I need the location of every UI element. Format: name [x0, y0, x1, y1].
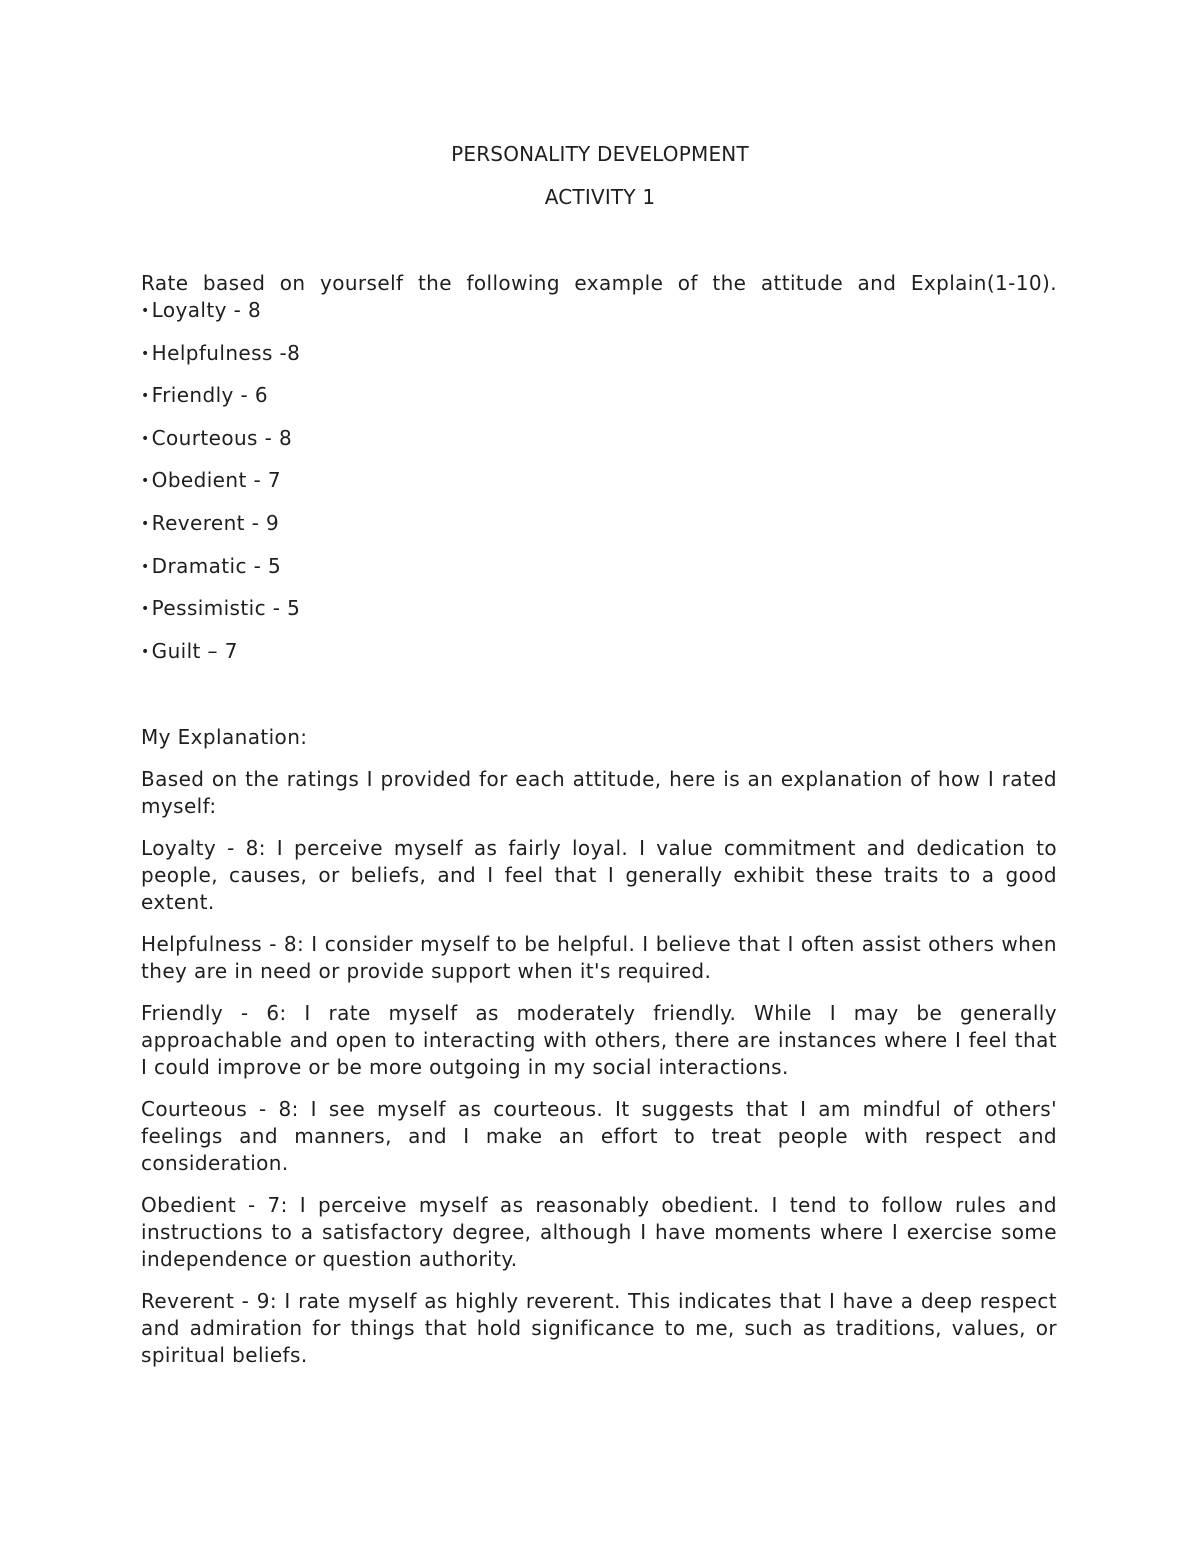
- bullet-icon: •: [141, 558, 150, 575]
- bullet-icon: •: [141, 473, 150, 490]
- rating-text: Helpfulness -8: [151, 340, 301, 365]
- rating-text: Courteous - 8: [151, 425, 293, 450]
- explanation-section: [141, 724, 1057, 1384]
- bullet-icon: •: [141, 601, 150, 618]
- bullet-icon: •: [141, 345, 150, 362]
- explanation-paragraph: Obedient - 7: I perceive myself as reasonably obedient. I tend to follow rules and instructions to a satisfactory degree, although I have moments where I exercise some independence or question authority.: [141, 1193, 1057, 1271]
- bullet-icon: •: [141, 643, 150, 660]
- rating-item: [141, 553, 300, 596]
- instruction-text: Rate based on yourself the following example of the attitude and Explain(1-10).: [141, 271, 1057, 295]
- bullet-icon: •: [141, 515, 150, 532]
- document-subtitle: ACTIVITY 1: [544, 185, 656, 209]
- rating-text: Reverent - 9: [151, 510, 280, 535]
- explanation-paragraph: Friendly - 6: I rate myself as moderately friendly. While I may be generally approachable and open to interacting with others, there are instances where I feel that I could improve or be more outgoing in my social interactions.: [141, 1001, 1057, 1079]
- rating-item: [141, 340, 300, 383]
- rating-text: Friendly - 6: [151, 383, 269, 408]
- bullet-icon: •: [141, 303, 150, 319]
- rating-text: Pessimistic - 5: [151, 596, 301, 621]
- rating-item: [141, 425, 300, 468]
- explanation-paragraph: Helpfulness - 8: I consider myself to be helpful. I believe that I often assist others when they are in need or provide support when it's required.: [141, 932, 1057, 983]
- rating-text: Loyalty - 8: [151, 298, 262, 322]
- explanation-heading: My Explanation:: [141, 725, 308, 749]
- ratings-list: [141, 297, 300, 680]
- rating-item: [141, 382, 300, 425]
- bullet-icon: •: [141, 388, 150, 405]
- explanation-paragraph: Loyalty - 8: I perceive myself as fairly loyal. I value commitment and dedication to people, causes, or beliefs, and I feel that I generally exhibit these traits to a good extent.: [141, 836, 1057, 914]
- rating-item: [141, 638, 300, 681]
- rating-item: [141, 467, 300, 510]
- explanation-paragraph: Reverent - 9: I rate myself as highly reverent. This indicates that I have a deep respect and admiration for things that hold significance to me, such as traditions, values, or spiritual beliefs.: [141, 1289, 1057, 1367]
- rating-item: [141, 297, 300, 340]
- rating-item: [141, 510, 300, 553]
- rating-text: Dramatic - 5: [151, 553, 282, 578]
- explanation-intro: Based on the ratings I provided for each attitude, here is an explanation of how I rated myself:: [141, 767, 1057, 818]
- document-title: PERSONALITY DEVELOPMENT: [451, 142, 749, 166]
- rating-text: Guilt – 7: [151, 638, 238, 663]
- rating-item: [141, 595, 300, 638]
- rating-text: Obedient - 7: [151, 468, 281, 493]
- explanation-paragraph: Courteous - 8: I see myself as courteous. It suggests that I am mindful of others' feelings and manners, and I make an effort to treat people with respect and consideration.: [141, 1097, 1057, 1175]
- bullet-icon: •: [141, 430, 150, 447]
